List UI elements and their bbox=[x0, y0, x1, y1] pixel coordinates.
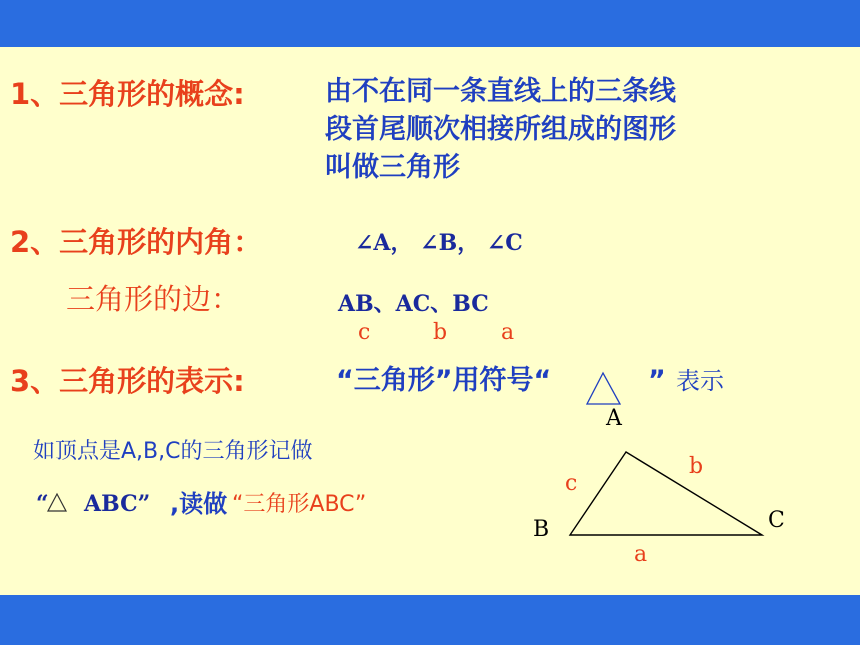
concept-heading: 1、三角形的概念: bbox=[10, 77, 245, 111]
notation-heading: 3、三角形的表示: bbox=[10, 364, 245, 398]
sides-label: 三角形的边： bbox=[66, 282, 241, 316]
triangle-symbol-icon bbox=[587, 373, 620, 404]
example-open-quote: “ bbox=[36, 491, 49, 517]
side-label-a: a bbox=[634, 542, 648, 567]
side-label-b: b bbox=[689, 454, 704, 479]
notation-close-quote: ” bbox=[648, 365, 666, 396]
small-triangle-symbol-icon bbox=[48, 494, 66, 511]
notation-text: “三角形”用符号“ bbox=[336, 365, 552, 396]
side-label-c: c bbox=[565, 471, 578, 496]
interior-angle-heading: 2、三角形的内角： bbox=[10, 225, 263, 259]
side-letter-a: a bbox=[501, 320, 515, 345]
vertex-label-c: C bbox=[768, 508, 785, 533]
example-line-1: 如顶点是A,B,C的三角形记做 bbox=[33, 439, 313, 464]
definition-line-3: 叫做三角形 bbox=[325, 152, 460, 183]
triangle-abc-figure bbox=[570, 452, 762, 535]
example-read-as: ,读做 bbox=[170, 490, 228, 518]
side-letter-c: c bbox=[358, 320, 371, 345]
definition-line-1: 由不在同一条直线上的三条线 bbox=[325, 76, 676, 107]
vertex-label-b: B bbox=[533, 517, 550, 542]
sides-list: AB、AC、BC bbox=[338, 291, 489, 317]
vertex-label-a: A bbox=[606, 406, 622, 431]
side-letter-b: b bbox=[433, 320, 448, 345]
example-abc: ABC” bbox=[84, 491, 151, 517]
angles-list: ∠A， ∠B， ∠C bbox=[355, 230, 523, 256]
definition-line-2: 段首尾顺次相接所组成的图形 bbox=[325, 114, 676, 145]
notation-suffix: 表示 bbox=[676, 367, 724, 395]
example-reading: “三角形ABC” bbox=[232, 492, 367, 517]
